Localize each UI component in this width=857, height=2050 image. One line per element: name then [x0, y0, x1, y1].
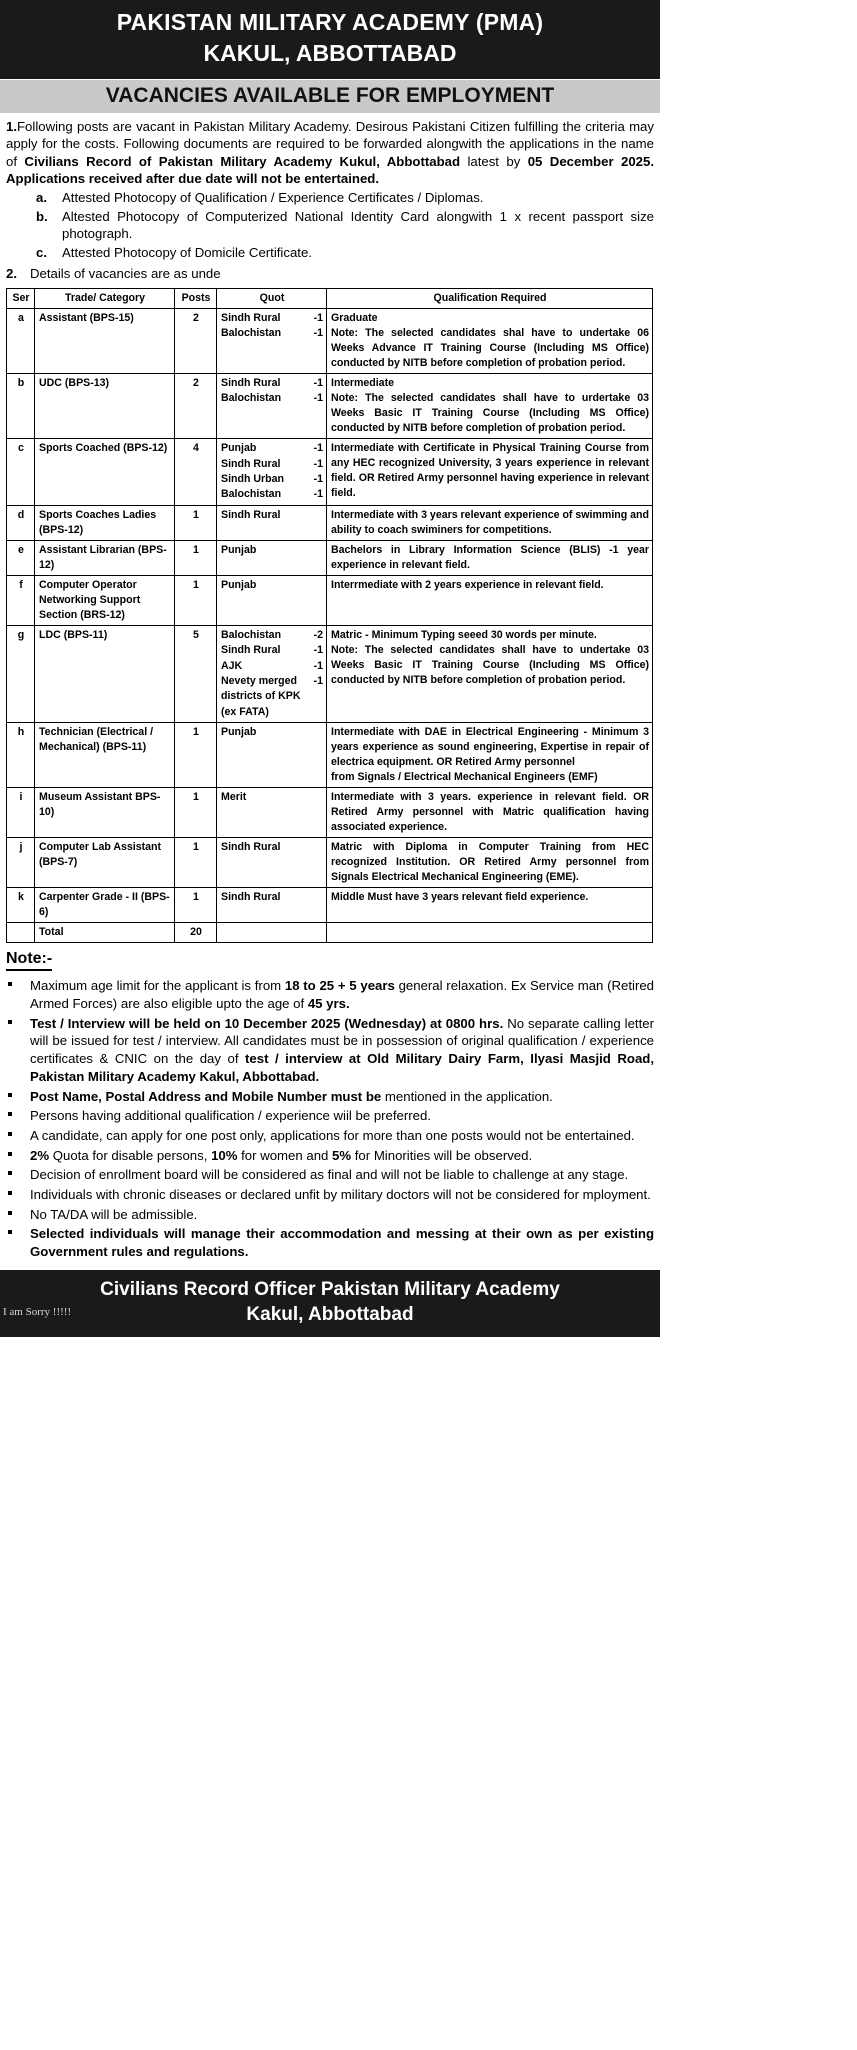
note-plain: for Minorities will be observed. [351, 1147, 533, 1163]
quota-count: -1 [313, 327, 323, 340]
table-row [7, 439, 653, 505]
note-text [30, 1225, 654, 1260]
quota-region: Sindh Rural [221, 891, 281, 904]
bullet-square-icon [8, 1127, 30, 1145]
page-title: VACANCIES AVAILABLE FOR EMPLOYMENT [0, 79, 660, 113]
qualification-line: Graduate [331, 311, 378, 324]
vacancy-details-text: Details of vacancies are as unde [30, 266, 221, 282]
cell-ser: d [7, 505, 35, 540]
note-emphasis: Post Name, Postal Address and Mobile Number must be [30, 1088, 382, 1104]
quota-region: AJK [221, 659, 243, 672]
vacancy-details-number: 2. [6, 266, 17, 282]
cell-quota [217, 308, 327, 373]
quota-count: -1 [313, 674, 323, 687]
quota-entry [221, 487, 323, 502]
quota-count: -1 [313, 457, 323, 470]
qualification-line: Note: The selected candidates shal have to undertake 06 Weeks Advance IT Training Course (Including MS Office) conducted by NITB before completion of probation period. [331, 326, 649, 370]
note-item [0, 1015, 660, 1086]
cell-total-label: Total [35, 923, 175, 943]
quota-region: Merit [221, 791, 247, 804]
intro-bold-office: Civilians Record of Pakistan Military Academy Kukul, Abbottabad [24, 153, 461, 169]
vacancy-table-body [7, 308, 653, 942]
note-text [30, 1015, 654, 1086]
quota-entry [221, 376, 323, 391]
note-item [0, 1206, 660, 1224]
cell-posts: 2 [175, 374, 217, 439]
col-header-quota: Quot [217, 288, 327, 308]
bullet-square-icon [8, 1147, 30, 1165]
document-marker: c. [36, 245, 47, 261]
cell-trade: Sports Coaches Ladies (BPS-12) [35, 505, 175, 540]
quota-entry [221, 441, 323, 456]
note-item [0, 1225, 660, 1260]
qualification-line: Intermediate with 3 years relevant experience of swimming and ability to coach swiminers for competitions. [331, 508, 649, 536]
cell-posts: 1 [175, 722, 217, 787]
quota-entry [221, 311, 323, 326]
note-plain: Persons having additional qualification / experience wiil be preferred. [30, 1108, 431, 1124]
vacancy-table [6, 288, 653, 944]
cell-ser: i [7, 788, 35, 838]
cell-posts: 5 [175, 625, 217, 722]
cell-quota [217, 625, 327, 722]
cell-quota [217, 788, 327, 838]
note-text [30, 1166, 654, 1184]
cell-trade: Assistant Librarian (BPS-12) [35, 540, 175, 575]
intro-text-part2: latest by [460, 153, 528, 169]
note-emphasis: 5% [332, 1147, 352, 1163]
vacancy-table-head [7, 288, 653, 308]
table-row [7, 888, 653, 923]
table-total-row [7, 923, 653, 943]
note-text [30, 1107, 654, 1125]
quota-entry [221, 674, 323, 720]
document-item [6, 189, 654, 207]
cell-posts: 1 [175, 505, 217, 540]
cell-total-quota-blank [217, 923, 327, 943]
bullet-square-icon [8, 1186, 30, 1204]
note-plain: general relaxation. Ex Service man (Retired Armed Forces) are also eligible upto the age of [30, 978, 655, 1012]
cell-quota [217, 838, 327, 888]
quota-entry [221, 643, 323, 658]
note-text [30, 1186, 654, 1204]
cell-qualification [327, 439, 653, 505]
quota-entry [221, 790, 323, 805]
quota-entry [221, 326, 323, 341]
note-emphasis: 45 yrs. [307, 996, 350, 1012]
cell-quota [217, 888, 327, 923]
document-marker: b. [36, 208, 48, 224]
note-plain: Maximum age limit for the applicant is from [30, 978, 285, 994]
note-item [0, 1166, 660, 1184]
note-text [30, 1147, 654, 1165]
table-row [7, 838, 653, 888]
qualification-line: Interrmediate with 2 years experience in relevant field. [331, 578, 604, 591]
quota-entry [221, 508, 323, 523]
cell-qualification [327, 505, 653, 540]
document-text: Attested Photocopy of Domicile Certificate. [62, 245, 312, 261]
cell-ser: f [7, 575, 35, 625]
cell-ser: e [7, 540, 35, 575]
quota-count: -1 [313, 472, 323, 485]
col-header-qualification: Qualification Required [327, 288, 653, 308]
note-plain: for women and [237, 1147, 333, 1163]
note-emphasis: test / interview at Old Military Dairy Farm, Ilyasi Masjid Road, Pakistan Military Academy Kakul, Abbottabad. [30, 1051, 655, 1084]
note-item [0, 1147, 660, 1165]
quota-region: Punjab [221, 442, 257, 455]
cell-quota [217, 575, 327, 625]
cell-total-blank [7, 923, 35, 943]
col-header-trade: Trade/ Category [35, 288, 175, 308]
cell-trade: Computer Operator Networking Support Section (BRS-12) [35, 575, 175, 625]
cell-posts: 1 [175, 838, 217, 888]
qualification-line: Intermediate with 3 years. experience in relevant field. OR Retired Army personnel with Matric qualification having associated experience. [331, 791, 649, 834]
table-row [7, 505, 653, 540]
cell-posts: 1 [175, 888, 217, 923]
quota-region: Balochistan [221, 488, 282, 501]
quota-entry [221, 628, 323, 643]
quota-region: Sindh Rural [221, 457, 281, 470]
document-marker: a. [36, 189, 47, 205]
qualification-line: Matric - Minimum Typing seeed 30 words per minute. [331, 628, 597, 641]
table-row [7, 625, 653, 722]
table-row [7, 540, 653, 575]
cell-qualification [327, 838, 653, 888]
note-plain: Decision of enrollment board will be considered as final and will not be liable to challenge at any stage. [30, 1167, 629, 1183]
cell-qualification [327, 722, 653, 787]
bullet-square-icon [8, 1166, 30, 1184]
cell-ser: c [7, 439, 35, 505]
note-plain: No separate calling letter will be issued for test / interview. All candidates must be in possession of original qualification / experience certificates & CNIC on the day of [30, 1015, 654, 1067]
table-row [7, 575, 653, 625]
qualification-line: Note: The selected candidates shall have to urdertake 03 Weeks Basic IT Training Course (Including MS Office) conducted by NITB before completion of probation period. [331, 392, 649, 435]
notes-section [0, 943, 660, 1260]
vacancy-details-heading [6, 265, 654, 283]
cell-total-qual-blank [327, 923, 653, 943]
organization-name-line2: KAKUL, ABBOTTABAD [203, 39, 457, 66]
note-item [0, 1127, 660, 1145]
table-row [7, 308, 653, 373]
cell-trade: UDC (BPS-13) [35, 374, 175, 439]
notes-heading: Note:- [6, 950, 52, 971]
col-header-ser: Ser [7, 288, 35, 308]
quota-entry [221, 659, 323, 674]
cell-ser: b [7, 374, 35, 439]
notes-list [0, 977, 660, 1260]
note-emphasis: 10% [211, 1147, 238, 1163]
note-text [30, 1127, 654, 1145]
table-row [7, 722, 653, 787]
quota-region: Sindh Rural [221, 377, 281, 390]
quota-entry [221, 457, 323, 472]
qualification-line: Intermediate [331, 377, 394, 390]
watermark-text: I am Sorry !!!!! [3, 1305, 72, 1318]
cell-posts: 1 [175, 788, 217, 838]
quota-entry [221, 391, 323, 406]
advertisement-body [0, 113, 660, 283]
cell-qualification [327, 888, 653, 923]
note-text [30, 1206, 654, 1224]
note-item [0, 977, 660, 1012]
intro-paragraph [6, 118, 654, 188]
quota-region: Sindh Rural [221, 644, 281, 657]
note-emphasis: 18 to 25 + 5 years [284, 978, 395, 994]
note-text [30, 977, 654, 1012]
note-plain: Quota for disable persons, [49, 1147, 212, 1163]
note-plain: No TA/DA will be admissible. [30, 1206, 198, 1222]
quota-region: Punjab [221, 725, 257, 738]
note-plain: Individuals with chronic diseases or declared unfit by military doctors will not be considered for mployment. [30, 1186, 651, 1202]
qualification-line: Note: The selected candidates shall have to undertake 03 Weeks Basic IT Training Course (Including MS Office) conducted by NITB before completion of probation period. [331, 643, 649, 686]
cell-quota [217, 505, 327, 540]
required-documents-list [6, 189, 654, 262]
note-emphasis: 2% [30, 1147, 50, 1163]
footer-banner [0, 1270, 660, 1337]
table-row [7, 788, 653, 838]
quota-count: -1 [313, 377, 323, 390]
qualification-line: Bachelors in Library Information Science (BLIS) -1 year experience in relevant field. [331, 543, 649, 571]
quota-entry [221, 472, 323, 487]
note-emphasis: Selected individuals will manage their accommodation and messing at their own as per existing Government rules and regulations. [30, 1226, 654, 1260]
note-emphasis: Test / Interview will be held on 10 December 2025 (Wednesday) at 0800 hrs. [30, 1015, 504, 1031]
cell-qualification [327, 788, 653, 838]
document-item [6, 244, 654, 262]
note-plain: A candidate, can apply for one post only, applications for more than one posts would not be entertained. [30, 1127, 635, 1143]
quota-region: Balochistan [221, 628, 282, 641]
quota-count: -1 [313, 659, 323, 672]
quota-count: -1 [313, 488, 323, 501]
cell-posts: 1 [175, 575, 217, 625]
quota-entry [221, 840, 323, 855]
header-banner [0, 0, 660, 79]
quota-region: Balochistan [221, 327, 282, 340]
qualification-line: Matric with Diploma in Computer Training from HEC recognized Institution. OR Retired Army personnel from Signals Electrical Mechanical Engineering (EME). [331, 841, 649, 884]
note-item [0, 1088, 660, 1106]
quota-region: Sindh Rural [221, 311, 281, 324]
col-header-posts: Posts [175, 288, 217, 308]
quota-region: Sindh Urban [221, 472, 284, 485]
quota-count: -2 [313, 628, 323, 641]
cell-trade: Sports Coached (BPS-12) [35, 439, 175, 505]
cell-quota [217, 722, 327, 787]
document-text: Altested Photocopy of Computerized National Identity Card alongwith 1 x recent passport size photograph. [62, 208, 654, 242]
bullet-square-icon [8, 1225, 30, 1260]
cell-trade: Technician (Electrical / Mechanical) (BPS-11) [35, 722, 175, 787]
cell-quota [217, 374, 327, 439]
cell-trade: Assistant (BPS-15) [35, 308, 175, 373]
cell-posts: 4 [175, 439, 217, 505]
bullet-square-icon [8, 977, 30, 1012]
quota-region: Punjab [221, 543, 257, 556]
cell-trade: Carpenter Grade - II (BPS-6) [35, 888, 175, 923]
cell-ser: j [7, 838, 35, 888]
cell-posts: 1 [175, 540, 217, 575]
cell-qualification [327, 308, 653, 373]
intro-bold-deadline: 05 December 2025. Applications received after due date will not be entertained. [6, 153, 654, 187]
quota-count: -1 [313, 644, 323, 657]
bullet-square-icon [8, 1107, 30, 1125]
footer-authority-line2: Kakul, Abbottabad [246, 1304, 414, 1326]
document-item [6, 208, 654, 244]
cell-ser: a [7, 308, 35, 373]
cell-qualification [327, 374, 653, 439]
quota-region: Nevety merged districts of KPK (ex FATA) [221, 674, 301, 718]
note-plain: mentioned in the application. [381, 1088, 553, 1104]
qualification-line: Intermediate with Certificate in Physical Training Course from any HEC recognized University, 3 years experience in relevant field. OR Retired Army personnel having experience in relevant field. [331, 442, 649, 500]
cell-qualification [327, 575, 653, 625]
footer-authority-line1: Civilians Record Officer Pakistan Military Academy [100, 1278, 560, 1300]
quota-region: Sindh Rural [221, 508, 281, 521]
quota-entry [221, 890, 323, 905]
table-header-row [7, 288, 653, 308]
cell-posts: 2 [175, 308, 217, 373]
cell-ser: k [7, 888, 35, 923]
cell-qualification [327, 540, 653, 575]
cell-trade: LDC (BPS-11) [35, 625, 175, 722]
cell-quota [217, 540, 327, 575]
cell-qualification [327, 625, 653, 722]
quota-count: -1 [313, 392, 323, 405]
quota-region: Punjab [221, 578, 257, 591]
bullet-square-icon [8, 1206, 30, 1224]
quota-entry [221, 578, 323, 593]
quota-entry [221, 725, 323, 740]
cell-trade: Computer Lab Assistant (BPS-7) [35, 838, 175, 888]
quota-entry [221, 543, 323, 558]
qualification-line: Intermediate with DAE in Electrical Engineering - Minimum 3 years experience as sound engineering, Expertise in repair of electrica equipment. OR Retired Army personnel [331, 725, 649, 769]
intro-number: 1. [6, 118, 17, 134]
cell-trade: Museum Assistant BPS-10) [35, 788, 175, 838]
note-item [0, 1186, 660, 1204]
organization-name-line1: PAKISTAN MILITARY ACADEMY (PMA) [116, 9, 544, 35]
cell-ser: g [7, 625, 35, 722]
document-text: Attested Photocopy of Qualification / Experience Certificates / Diplomas. [62, 189, 484, 205]
quota-region: Sindh Rural [221, 841, 281, 854]
cell-total-posts: 20 [175, 923, 217, 943]
bullet-square-icon [8, 1015, 30, 1086]
quota-region: Balochistan [221, 392, 282, 405]
note-item [0, 1107, 660, 1125]
qualification-line: Middle Must have 3 years relevant field experience. [331, 891, 589, 904]
quota-count: -1 [313, 442, 323, 455]
quota-count: -1 [313, 311, 323, 324]
qualification-line: from Signals / Electrical Mechanical Engineers (EMF) [331, 771, 598, 784]
table-row [7, 374, 653, 439]
intro-text-part1: Following posts are vacant in Pakistan Military Academy. Desirous Pakistani Citizen fulfilling the criteria may apply for the costs. Following documents are required to be forwarded alongwith the applications in the name of [6, 118, 654, 169]
note-text [30, 1088, 654, 1106]
cell-quota [217, 439, 327, 505]
bullet-square-icon [8, 1088, 30, 1106]
cell-ser: h [7, 722, 35, 787]
